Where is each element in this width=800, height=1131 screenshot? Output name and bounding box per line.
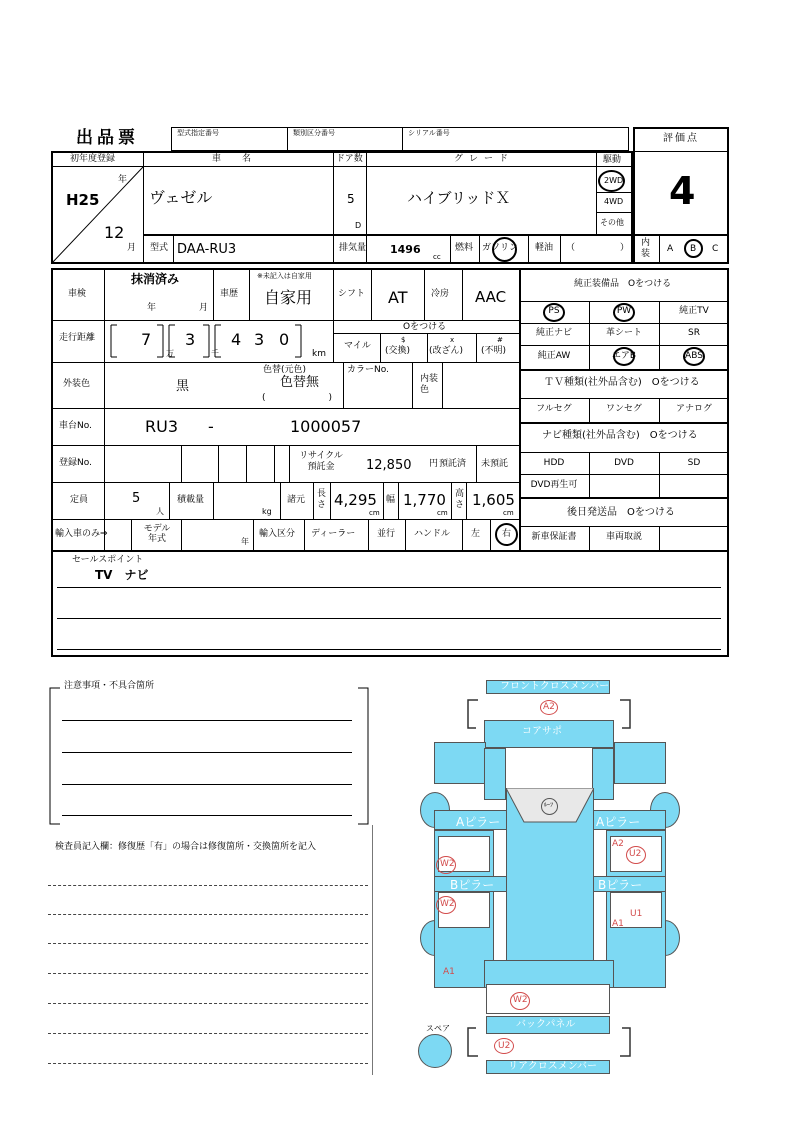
mileage-digit-4: 3 [254, 330, 265, 349]
import-dealer[interactable]: ディーラー [311, 529, 356, 539]
fuel-paren-close: ） [620, 243, 630, 253]
handle-label: ハンドル [414, 529, 451, 539]
history-label: 車歴 [220, 289, 239, 299]
equipment-title: 純正装備品 Oをつける [574, 279, 672, 289]
drive-2wd[interactable]: 2WD [604, 176, 624, 185]
recycle-unit: 円 [429, 459, 439, 469]
tv-fullseg[interactable]: フルセグ [536, 404, 572, 414]
handle-right[interactable]: 右 [502, 529, 512, 539]
inspection-label: 車検 [68, 289, 87, 299]
model-value: DAA-RU3 [177, 242, 237, 257]
mileage-mile[interactable]: マイル [344, 341, 371, 351]
score-value: 4 [669, 169, 696, 213]
front-right-frame[interactable] [592, 748, 614, 800]
mileage-circle-note: Oをつける [403, 322, 447, 332]
equip-tv[interactable]: 純正TV [679, 306, 709, 316]
length-label: 長さ [317, 489, 327, 510]
displacement-unit: cc [433, 253, 441, 261]
trunk-area [486, 984, 610, 1014]
form-title: 出品票 [76, 128, 139, 148]
notes-title: 注意事項・不具合箇所 [64, 681, 155, 691]
equip-abs-circle [683, 347, 705, 366]
interior-a[interactable]: A [667, 244, 674, 254]
mileage-unit-km: km [312, 349, 326, 359]
mileage-digit-2: 3 [185, 330, 196, 349]
notes-bracket [44, 686, 374, 828]
fuel-label: 燃料 [455, 243, 474, 253]
doors-value: 5 [347, 192, 355, 206]
later-manual[interactable]: 車両取説 [605, 532, 642, 542]
recycle-value: 12,850 [366, 458, 412, 473]
inspection-value: 抹消済み [131, 272, 180, 286]
damage-mark: U2 [629, 849, 642, 859]
exterior-value: 黒 [176, 379, 190, 394]
color-no-label: カラーNo. [347, 365, 389, 375]
tv-oneseg[interactable]: ワンセグ [605, 404, 642, 414]
b-pillar-right-label: Bピラー [598, 878, 643, 892]
fuel-paren-open: （ [566, 243, 576, 253]
navi-dvd-playback[interactable]: DVD再生可 [530, 480, 578, 490]
equip-navi[interactable]: 純正ナビ [535, 328, 572, 338]
core-support-label: コアサポ [522, 726, 562, 737]
damage-mark: W2 [513, 995, 528, 1005]
interior-c[interactable]: C [712, 244, 719, 254]
interior-b-circle [684, 239, 703, 258]
year-unit: 年 [118, 175, 128, 185]
later-warranty[interactable]: 新車保証書 [531, 532, 577, 542]
fuel-diesel[interactable]: 軽油 [535, 243, 554, 253]
model-year-label: モデル年式 [143, 524, 171, 544]
first-reg-label: 初年度登録 [70, 154, 116, 164]
fuel-gasoline[interactable]: ガソリン [482, 243, 519, 253]
handle-left[interactable]: 左 [471, 529, 481, 539]
fuel-gasoline-circle [492, 237, 517, 262]
drive-other[interactable]: その他 [600, 218, 624, 227]
recycle-not-deposited[interactable]: 未預託 [481, 459, 509, 469]
equip-airbag-circle [613, 347, 635, 366]
repaint-paren: ( ) [262, 393, 333, 403]
length-value: 4,295 [334, 491, 377, 509]
navi-sd[interactable]: SD [687, 458, 701, 468]
import-class-label: 輸入区分 [259, 529, 296, 539]
tv-title: ＴＶ種類(社外品含む) Oをつける [544, 377, 700, 388]
roof-mark: ﾙｰﾌ [544, 802, 554, 809]
equip-aw[interactable]: 純正AW [537, 351, 571, 361]
equip-leather[interactable]: 革シート [605, 328, 642, 338]
equip-sr[interactable]: SR [688, 328, 700, 338]
equip-abs[interactable]: ABS [685, 351, 703, 361]
damage-mark: A1 [443, 967, 455, 977]
mileage-exchange[interactable]: (交換) [385, 346, 411, 356]
damage-mark: A1 [612, 919, 624, 929]
spare-tire[interactable] [418, 1034, 452, 1068]
height-value: 1,605 [472, 491, 515, 509]
back-panel-label: バックパネル [516, 1019, 576, 1030]
front-cross-label: フロントクロスメンバー [500, 681, 610, 692]
doors-suffix: D [355, 221, 362, 230]
mileage-digit-5: 0 [279, 330, 290, 349]
drive-2wd-circle [598, 170, 625, 192]
recycle-label: リサイクル預託金 [299, 451, 343, 472]
drive-4wd[interactable]: 4WD [604, 197, 624, 206]
front-left-frame[interactable] [484, 748, 506, 800]
mileage-unit-sen: 千 [211, 349, 219, 358]
first-reg-year: H25 [66, 191, 100, 209]
sales-value: TV ナビ [95, 568, 149, 582]
navi-dvd[interactable]: DVD [614, 458, 634, 468]
a-pillar-right-label: Aピラー [596, 815, 641, 829]
later-title: 後日発送品 Oをつける [567, 507, 675, 518]
equip-pw[interactable]: PW [616, 306, 632, 316]
width-unit: cm [437, 509, 448, 517]
equip-airbag[interactable]: エアB [611, 351, 637, 361]
width-value: 1,770 [403, 491, 446, 509]
model-year-unit: 年 [241, 537, 249, 546]
damage-mark: W2 [440, 899, 455, 909]
reg-label: 登録No. [59, 458, 92, 468]
ac-value: AAC [475, 288, 507, 306]
equip-ps[interactable]: PS [548, 306, 560, 316]
damage-mark: U2 [498, 1041, 511, 1051]
front-left-fender[interactable] [434, 742, 486, 784]
header-id-row [171, 127, 629, 151]
sales-label: セールスポイント [72, 555, 144, 565]
mileage-tampered-sym: x [450, 336, 455, 344]
doors-label: ドア数 [336, 154, 363, 164]
mileage-digit-3: 4 [231, 330, 242, 349]
first-reg-month: 12 [104, 223, 125, 242]
chassis-prefix: RU3 [145, 417, 179, 436]
car-name: ヴェゼル [149, 188, 213, 207]
serial-label: シリアル番号 [408, 129, 450, 137]
spare-label: スペア [426, 1024, 450, 1033]
mileage-digit-1: 7 [141, 330, 152, 349]
mileage-label: 走行距離 [59, 333, 96, 343]
import-parallel[interactable]: 並行 [377, 529, 396, 539]
mileage-unit-man: 万 [166, 349, 174, 358]
chassis-number: 1000057 [290, 417, 362, 436]
mileage-unknown-sym: # [497, 336, 503, 344]
capacity-value: 5 [132, 491, 141, 506]
grade-value: ハイブリッドＸ [407, 189, 511, 207]
interior-b[interactable]: B [690, 244, 697, 254]
damage-mark: A2 [612, 839, 624, 849]
a-pillar-left-label: Aピラー [456, 815, 501, 829]
load-unit: kg [262, 507, 272, 516]
navi-hdd[interactable]: HDD [543, 458, 565, 468]
repaint-value: 色替無 [280, 375, 320, 390]
inspector-label: 検査員記入欄：修復歴「有」の場合は修復箇所・交換箇所を記入 [55, 842, 317, 852]
equip-pw-circle [613, 303, 635, 322]
height-label: 高さ [455, 489, 465, 510]
shift-label: シフト [338, 289, 366, 299]
ac-label: 冷房 [431, 289, 450, 299]
history-note: ※未記入は自家用 [257, 272, 312, 280]
inspection-month: 月 [199, 303, 209, 313]
load-label: 積載量 [177, 495, 205, 505]
drive-label: 駆動 [603, 155, 622, 165]
damage-mark: U1 [630, 909, 643, 919]
width-label: 幅 [386, 495, 396, 505]
chassis-dash: - [208, 417, 214, 436]
category-label: 類別区分番号 [293, 129, 335, 137]
damage-mark: W2 [440, 859, 455, 869]
chassis-label: 車台No. [59, 421, 92, 431]
height-unit: cm [503, 509, 514, 517]
interior-label: 内装 [641, 238, 651, 259]
inspection-year: 年 [147, 303, 157, 313]
mileage-unknown[interactable]: (不明) [481, 346, 507, 356]
mileage-exchange-sym: $ [401, 336, 406, 344]
length-unit: cm [369, 509, 380, 517]
month-unit: 月 [127, 243, 137, 253]
recycle-deposited[interactable]: 預託済 [439, 459, 467, 469]
capacity-unit: 人 [156, 507, 164, 516]
repaint-label: 色替(元色) [263, 365, 307, 375]
dims-label: 諸元 [287, 495, 306, 505]
shift-value: AT [388, 288, 408, 307]
equip-ps-circle [543, 303, 565, 322]
capacity-label: 定員 [70, 495, 89, 505]
displacement-label: 排気量 [339, 243, 367, 253]
front-right-fender[interactable] [614, 742, 666, 784]
mileage-tampered[interactable]: (改ざん) [429, 346, 464, 356]
exterior-label: 外装色 [63, 379, 91, 389]
rear-cross-label: リアクロスメンバー [508, 1061, 597, 1072]
type-cert-label: 型式指定番号 [177, 129, 219, 137]
car-name-label: 車 名 [212, 154, 258, 164]
damage-mark: A2 [543, 702, 555, 712]
navi-title: ナビ種類(社外品含む) Oをつける [542, 430, 698, 441]
car-damage-diagram [410, 676, 690, 1076]
model-label: 型式 [150, 243, 169, 253]
grade-label: グレード [454, 154, 515, 164]
displacement-value: 1496 [390, 243, 421, 256]
history-value: 自家用 [264, 288, 313, 307]
tv-analog[interactable]: アナログ [675, 404, 712, 414]
score-label: 評価点 [663, 133, 699, 144]
import-label: 輸入車のみ⇒ [55, 529, 108, 539]
interior-color-label: 内装色 [420, 374, 439, 395]
handle-right-circle [495, 523, 518, 546]
b-pillar-left-label: Bピラー [450, 878, 495, 892]
